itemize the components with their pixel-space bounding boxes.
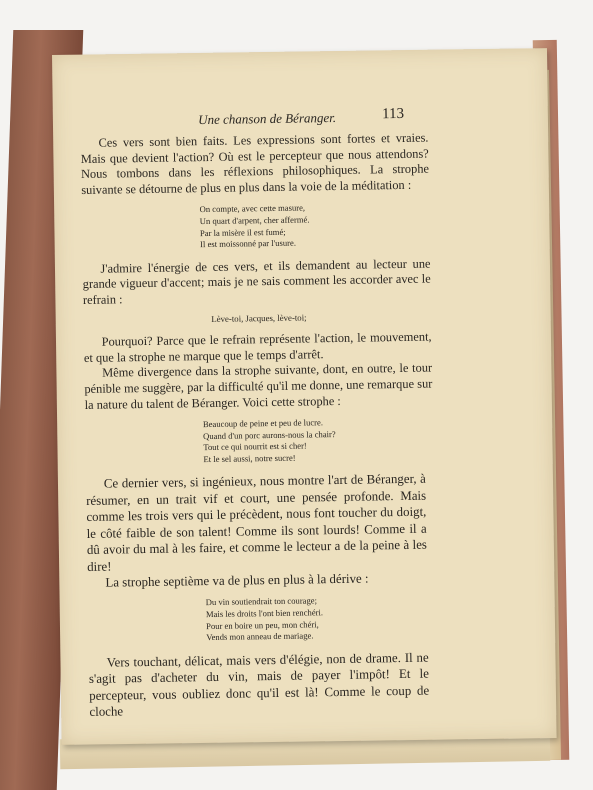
verse-line: Pour en boire un peu, mon chéri,: [206, 618, 319, 631]
page-content: [80, 103, 530, 720]
verse-line: Par la misère il est fumé;: [199, 226, 286, 238]
verse-line: Quand d'un porc aurons-nous la chair?: [203, 428, 336, 441]
refrain-quote: Lève-toi, Jacques, lève-toi;: [211, 311, 307, 324]
verse-line: Beaucoup de peine et peu de lucre.: [202, 417, 324, 430]
verse-line: Il est moissonné par l'usure.: [200, 237, 297, 250]
verse-quote-3: [206, 592, 529, 643]
paragraph-1: Ces vers sont bien faits. Les expressions sont fortes et vraies. Mais que devient l'action? Où est le percepteur que nous attendons? Nous tombons dans les réflexions philosophiques. La strophe suivante se détourne de plus en plus dans la voie de la méditation :: [80, 130, 430, 197]
verse-line: Du vin soutiendrait ton courage;: [205, 595, 318, 608]
running-title: Une chanson de Béranger.: [198, 109, 337, 128]
verse-quote-1: [199, 199, 522, 250]
verse-line: Un quart d'arpent, cher affermé.: [199, 214, 310, 227]
verse-line: Vends mon anneau de mariage.: [206, 630, 314, 643]
paragraph-5: Ce dernier vers, si ingénieux, nous montre l'art de Béranger, à résumer, en un trait vif et court, une pensée profonde. Mais comme les trois vers qui le précèdent, nous font toucher du doigt, le côté faible de son talent! Comme ils sont lourds! Comme il a dû avoir du mal à les faire, et comme le lecteur a de la peine à les dire!: [86, 472, 427, 574]
paragraph-3: Pourquoi? Parce que le refrain représente l'action, le mouvement, et que la strophe ne marque que le temps d'arrêt.: [83, 329, 432, 365]
verse-line: Tout ce qui nourrit est si cher!: [203, 440, 307, 453]
verse-line: Mais les droits l'ont bien renchéri.: [205, 607, 324, 619]
paragraph-2: J'admire l'énergie de ces vers, et ils demandent au lecteur une grande vigueur d'accent; mais je ne sais comment les accorder avec le refrain :: [82, 256, 431, 307]
paragraph-6: La strophe septième va de plus en plus à la dérive :: [105, 571, 369, 590]
verse-line: Et le sel aussi, notre sucre!: [203, 452, 296, 464]
page-number: 113: [381, 105, 405, 123]
paragraph-7: Vers touchant, délicat, mais vers d'élégie, non de drame. Il ne s'agit pas d'acheter du vin, mais de payer l'impôt! Et le percepteur, vous oubliez donc qu'il est là! Comme le coup de cloche: [88, 650, 430, 719]
paragraph-4: Même divergence dans la strophe suivante, dont, en outre, le tour pénible me suggère, par la difficulté qu'il me donne, une remarque sur la nature du talent de Béranger. Voici cette strophe :: [84, 360, 433, 412]
verse-quote-2: [203, 414, 526, 465]
verse-line: On compte, avec cette masure,: [199, 202, 306, 215]
